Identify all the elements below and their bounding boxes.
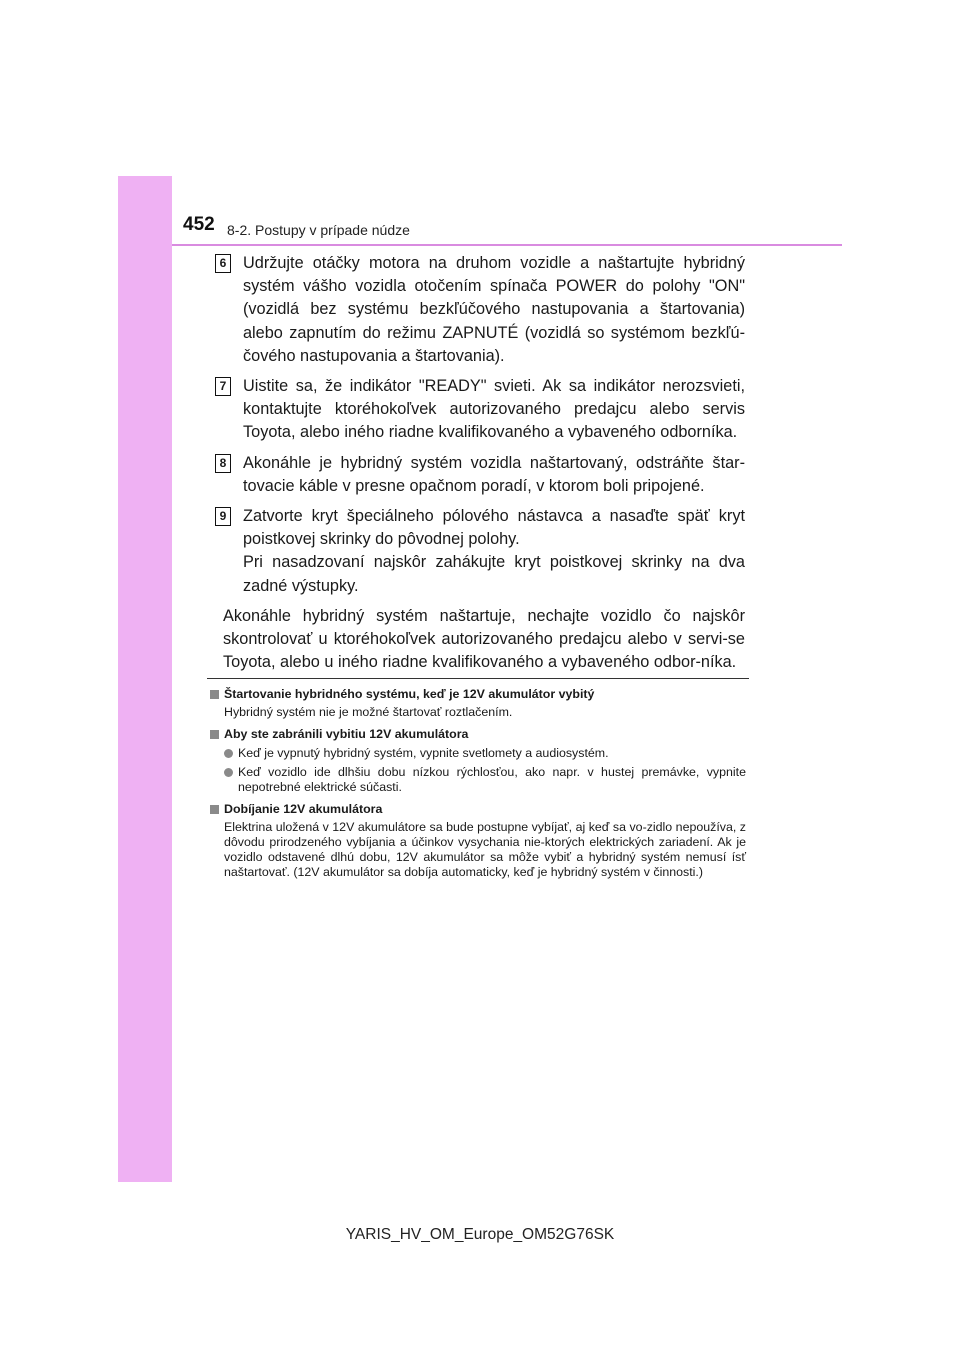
step-8 bbox=[215, 452, 745, 498]
note-recharging bbox=[210, 802, 746, 880]
note-title: Dobíjanie 12V akumulátora bbox=[224, 802, 383, 816]
step-paragraph: Zatvorte kryt špeciálneho pólového nástavca a nasaďte späť kryt poistkovej skrinky do pôvodnej polohy. bbox=[243, 507, 745, 549]
list-item bbox=[210, 746, 746, 761]
step-text bbox=[243, 375, 745, 445]
step-text bbox=[243, 452, 745, 498]
square-bullet-icon bbox=[210, 730, 219, 739]
note-body: Elektrina uložená v 12V akumulátore sa bude postupne vybíjať, aj keď sa vo-zidlo nepoužíva, z dôvodu prirodzeného vybíjania a účinkov vysychania nie-ktorých elektrických zariadení. Ak je vozidlo odstavené dlhú dobu, 12V akumulátor sa môže vybiť a hybridný systém nemusí ísť naštartovať. (12V akumulátor sa dobíja automaticky, keď je hybridný systém v činnosti.) bbox=[224, 820, 746, 879]
note-prevent-discharge bbox=[210, 727, 746, 795]
square-bullet-icon bbox=[210, 805, 219, 814]
step-number-badge: 9 bbox=[215, 507, 231, 526]
step-text bbox=[243, 252, 745, 368]
step-paragraph: Uistite sa, že indikátor "READY" svieti. Ak sa indikátor nerozsvieti, kontaktujte ktoréhokoľvek autorizovaného predajcu alebo servis Toyota, alebo iného riadne kvalifikovaného a vybaveného odborníka. bbox=[243, 377, 745, 442]
step-9 bbox=[215, 505, 745, 598]
sidebar-tab bbox=[118, 176, 172, 1182]
step-7 bbox=[215, 375, 745, 445]
circle-bullet-icon bbox=[224, 749, 233, 758]
step-number-badge: 7 bbox=[215, 377, 231, 396]
header-divider bbox=[172, 244, 842, 246]
procedure-steps bbox=[215, 252, 745, 674]
note-title: Aby ste zabránili vybitiu 12V akumulátora bbox=[224, 727, 469, 741]
step-text bbox=[243, 505, 745, 598]
step-6 bbox=[215, 252, 745, 368]
note-title: Štartovanie hybridného systému, keď je 12V akumulátor vybitý bbox=[224, 687, 595, 701]
list-item bbox=[210, 765, 746, 795]
bullet-text: Keď vozidlo ide dlhšiu dobu nízkou rýchlosťou, ako napr. v hustej premávke, vypnite nepotrebné elektrické súčasti. bbox=[238, 765, 746, 794]
step-number-badge: 8 bbox=[215, 454, 231, 473]
step-paragraph: Akonáhle je hybridný systém vozidla naštartovaný, odstráňte štar-tovacie káble v presne opačnom poradí, v ktorom boli pripojené. bbox=[243, 453, 745, 495]
notes-divider bbox=[207, 678, 749, 679]
note-body: Hybridný systém nie je možné štartovať roztlačením. bbox=[224, 705, 513, 719]
notes-section bbox=[210, 687, 746, 887]
note-jump-start bbox=[210, 687, 746, 720]
closing-paragraph: Akonáhle hybridný systém naštartuje, nechajte vozidlo čo najskôr skontrolovať u ktoréhokoľvek autorizovaného predajcu alebo v servi-se Toyota, alebo u iného riadne kvalifikovaného a vybaveného odbor-níka. bbox=[223, 606, 745, 672]
step-paragraph-secondary: Pri nasadzovaní najskôr zahákujte kryt poistkovej skrinky na dva zadné výstupky. bbox=[243, 553, 745, 595]
step-number-badge: 6 bbox=[215, 254, 231, 273]
page-number: 452 bbox=[183, 214, 215, 235]
bullet-text: Keď je vypnutý hybridný systém, vypnite svetlomety a audiosystém. bbox=[238, 746, 609, 760]
section-title: 8-2. Postupy v prípade núdze bbox=[227, 222, 410, 238]
footer-document-id: YARIS_HV_OM_Europe_OM52G76SK bbox=[345, 1226, 615, 1243]
square-bullet-icon bbox=[210, 690, 219, 699]
step-paragraph: Udržujte otáčky motora na druhom vozidle a naštartujte hybridný systém vášho vozidla otočením spínača POWER do polohy "ON" (vozidlá bez systému bezkľúčového nastupovania a štartovania) alebo zapnutím do režimu ZAPNUTÉ (vozidlá so systémom bezkľú-čového nastupovania a štartovania). bbox=[243, 254, 745, 365]
circle-bullet-icon bbox=[224, 768, 233, 777]
